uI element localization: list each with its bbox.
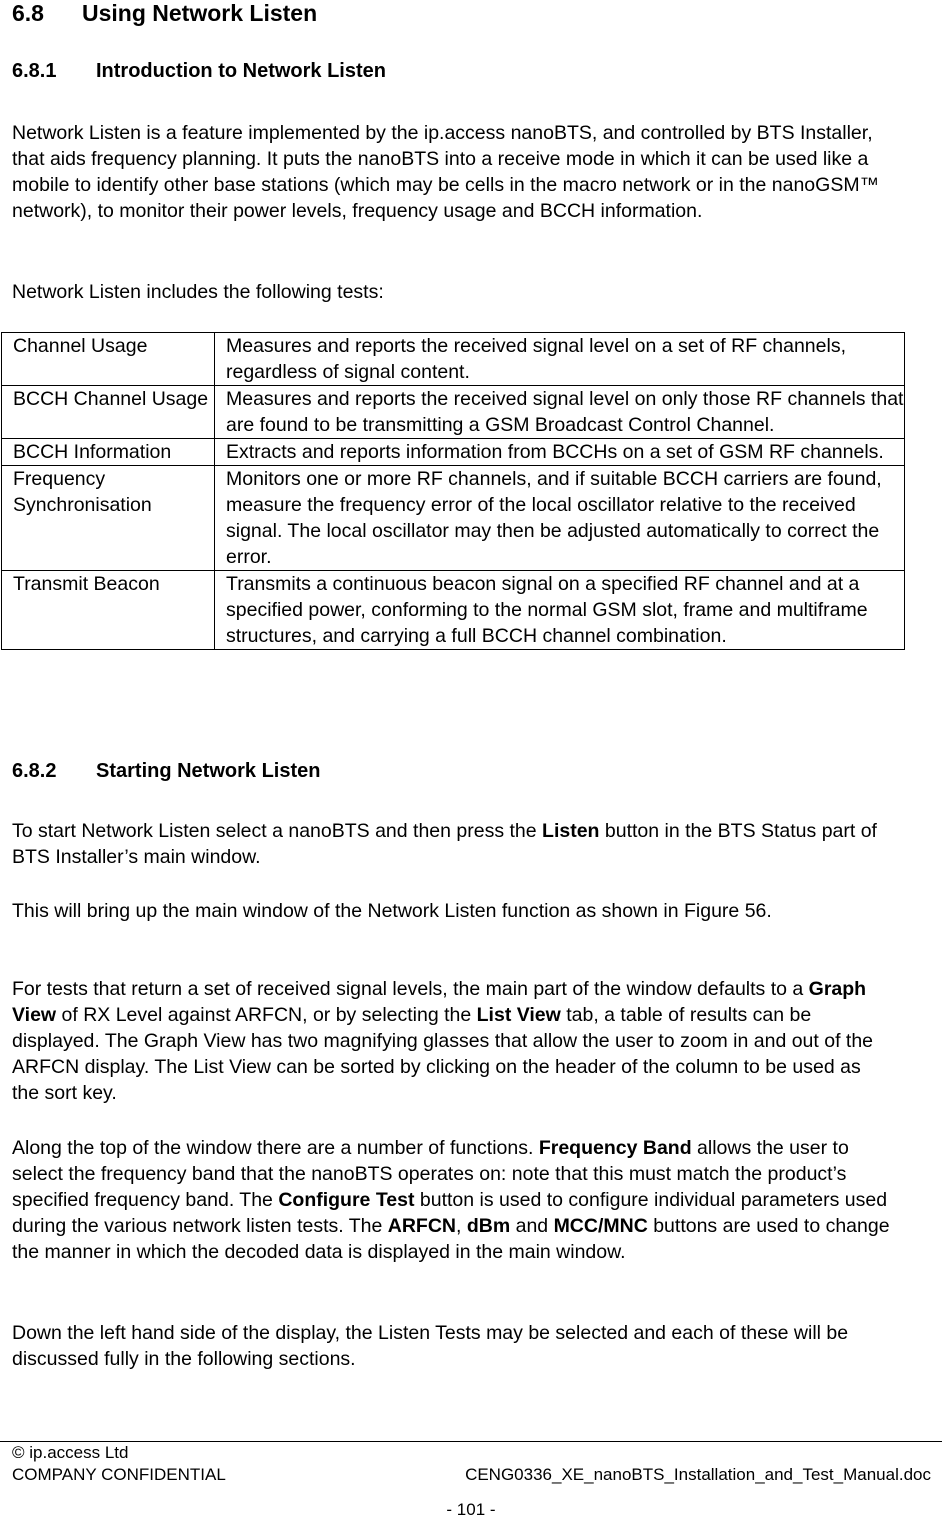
footer-confidential: COMPANY CONFIDENTIAL xyxy=(12,1465,226,1484)
test-name: Channel Usage xyxy=(2,333,215,386)
top-functions-paragraph xyxy=(12,1135,892,1265)
text-run: To start Network Listen select a nanoBTS and then press the xyxy=(12,820,543,842)
start-paragraph xyxy=(12,818,892,870)
left-side-paragraph: Down the left hand side of the display, the Listen Tests may be selected and each of these will be discussed fully in the following sections. xyxy=(12,1322,849,1370)
list-view-term: List View xyxy=(476,1004,561,1026)
bring-up-paragraph: This will bring up the main window of the Network Listen function as shown in Figure 56. xyxy=(12,900,772,922)
arfcn-term: ARFCN xyxy=(387,1215,456,1237)
text-run: button in the BTS Status part of BTS Installer’s main window. xyxy=(12,820,877,868)
section-heading xyxy=(12,0,317,27)
section-title: Using Network Listen xyxy=(82,0,318,26)
table-row xyxy=(2,386,905,439)
tests-intro-paragraph: Network Listen includes the following tests: xyxy=(12,281,384,303)
section-number: 6.8 xyxy=(12,0,44,26)
text-run: of RX Level against ARFCN, or by selecting the xyxy=(56,1004,477,1026)
intro-paragraph: Network Listen is a feature implemented by the ip.access nanoBTS, and controlled by BTS Installer, that aids frequency planning. It puts the nanoBTS into a receive mode in which it can be used like a mobile to identify other base stations (which may be cells in the macro network or in the nanoGSM™ network), to monitor their power levels, frequency usage and BCCH information. xyxy=(12,122,880,222)
subsection-title: Starting Network Listen xyxy=(96,760,321,782)
subsection-heading-starting xyxy=(12,760,320,783)
test-name: Frequency Synchronisation xyxy=(2,466,215,571)
footer-divider xyxy=(0,1441,942,1442)
frequency-band-term: Frequency Band xyxy=(538,1137,692,1159)
test-name: BCCH Channel Usage xyxy=(2,386,215,439)
subsection-heading-intro xyxy=(12,60,386,83)
text-run: Along the top of the window there are a number of functions. xyxy=(12,1137,539,1159)
text-run: tab, a table of results can be displayed. The Graph View has two magnifying glasses that allow the user to zoom in and out of the ARFCN display. The List View can be sorted by clicking on the header of the column to be used as the sort key. xyxy=(12,1004,874,1104)
table-row xyxy=(2,333,905,386)
test-name: BCCH Information xyxy=(2,439,215,466)
footer-copyright: © ip.access Ltd xyxy=(12,1443,129,1462)
subsection-number: 6.8.1 xyxy=(12,60,57,82)
dbm-term: dBm xyxy=(466,1215,511,1237)
configure-test-term: Configure Test xyxy=(278,1189,415,1211)
graph-view-paragraph xyxy=(12,976,892,1106)
listen-term: Listen xyxy=(542,820,600,842)
table-row xyxy=(2,439,905,466)
table-row xyxy=(2,571,905,650)
page-number: - 101 - xyxy=(446,1500,496,1519)
text-run: buttons are used to change the manner in which the decoded data is displayed in the main window. xyxy=(12,1215,890,1263)
table-row xyxy=(2,466,905,571)
text-run: allows the user to select the frequency band that the nanoBTS operates on: note that this must match the product’s specified frequency band. The xyxy=(12,1137,849,1211)
footer-doc-name: CENG0336_XE_nanoBTS_Installation_and_Test_Manual.doc xyxy=(465,1465,931,1484)
subsection-title: Introduction to Network Listen xyxy=(96,60,386,82)
test-description: Transmits a continuous beacon signal on a specified RF channel and at a specified power, conforming to the normal GSM slot, frame and multiframe structures, and carrying a full BCCH channel combination. xyxy=(215,571,905,650)
test-description: Measures and reports the received signal level on a set of RF channels, regardless of signal content. xyxy=(215,333,905,386)
text-run: For tests that return a set of received signal levels, the main part of the window defaults to a xyxy=(12,978,809,1000)
tests-table xyxy=(1,332,905,650)
text-run: and xyxy=(510,1215,554,1237)
test-name: Transmit Beacon xyxy=(2,571,215,650)
test-description: Extracts and reports information from BCCHs on a set of GSM RF channels. xyxy=(215,439,905,466)
test-description: Measures and reports the received signal level on only those RF channels that are found to be transmitting a GSM Broadcast Control Channel. xyxy=(215,386,905,439)
test-description: Monitors one or more RF channels, and if suitable BCCH carriers are found, measure the frequency error of the local oscillator relative to the received signal. The local oscillator may then be adjusted automatically to correct the error. xyxy=(215,466,905,571)
mcc-mnc-term: MCC/MNC xyxy=(553,1215,648,1237)
graph-view-term: Graph View xyxy=(12,978,867,1026)
text-run: button is used to configure individual parameters used during the various network listen tests. The xyxy=(12,1189,888,1237)
subsection-number: 6.8.2 xyxy=(12,760,57,782)
text-run: , xyxy=(456,1215,467,1237)
